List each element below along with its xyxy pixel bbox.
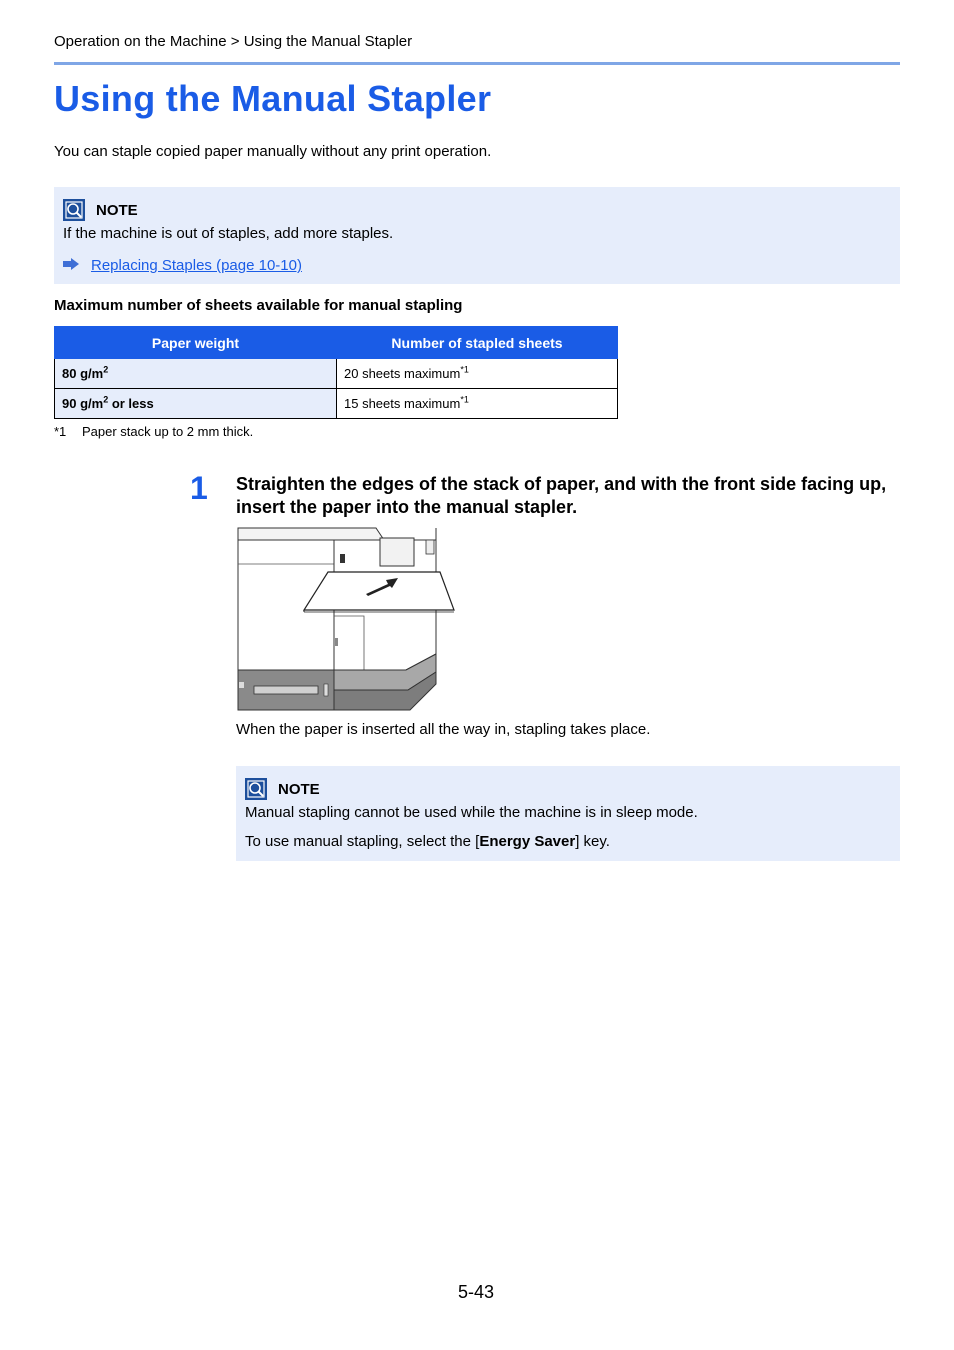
paper-weight-cell: 80 $g/m^2$ [55, 359, 337, 389]
table-footnote [54, 424, 253, 439]
note-header [63, 199, 138, 221]
result-text: When the paper is inserted all the way in, stapling takes place. [236, 721, 651, 738]
footnote-text: Paper stack up to 2 mm thick. [82, 424, 254, 439]
stapled-sheets-cell: 15 sheets maximum$^{*1}$ [337, 389, 618, 419]
table-row [55, 389, 618, 419]
column-header-paper-weight: Paper weight [55, 327, 337, 359]
paper-weight-cell: 90 $g/m^2$ or less [55, 389, 337, 419]
page-number: 5-43 [458, 1282, 495, 1302]
step-instruction: Straighten the edges of the stack of paper, and with the front side facing up, insert the paper into the manual stapler. [236, 474, 887, 517]
stapled-sheets-cell: 20 sheets maximum$^{*1}$ [337, 359, 618, 389]
header-rule [54, 62, 900, 65]
page-title: Using the Manual Stapler [54, 78, 492, 119]
breadcrumb: Operation on the Machine > Using the Manual Stapler [54, 33, 413, 50]
table-row [55, 359, 618, 389]
note-text-energy-saver: To use manual stapling, select the [Energy Saver] key. [245, 833, 610, 850]
note-header [245, 778, 320, 800]
manual-stapler-illustration [236, 526, 458, 717]
column-header-stapled-sheets: Number of stapled sheets [337, 327, 618, 359]
note-label: NOTE [96, 201, 138, 219]
note-icon [63, 199, 85, 221]
cross-reference [63, 257, 302, 274]
table-header-row [55, 327, 618, 359]
energy-saver-key-label: Energy Saver [479, 833, 576, 850]
note-box-sleep-mode [236, 766, 900, 861]
replacing-staples-link[interactable]: Replacing Staples (page 10-10) [91, 257, 302, 274]
table-heading: Maximum number of sheets available for manual stapling [54, 297, 463, 314]
staple-capacity-table [54, 326, 618, 419]
intro-text: You can staple copied paper manually without any print operation. [54, 143, 492, 160]
footnote-marker: *1 [54, 424, 67, 439]
note-text-sleep: Manual stapling cannot be used while the machine is in sleep mode. [245, 804, 698, 821]
note-label: NOTE [278, 780, 320, 798]
note-text: If the machine is out of staples, add more staples. [63, 225, 394, 242]
note-icon [245, 778, 267, 800]
step-number: 1 [190, 470, 208, 506]
arrow-right-icon [63, 257, 79, 274]
note-box-staples [54, 187, 900, 284]
